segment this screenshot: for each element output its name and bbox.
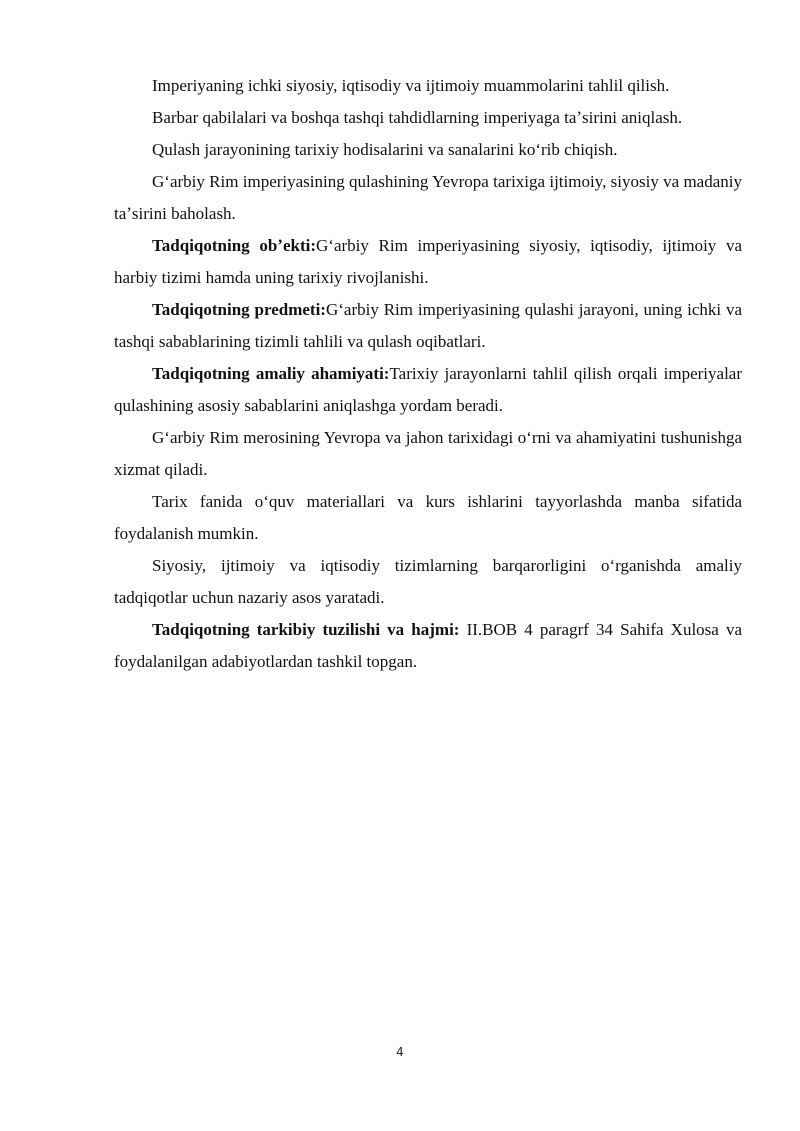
paragraph-goal-2 xyxy=(114,102,742,134)
paragraph-text: Gʻarbiy Rim imperiyasining qulashining Yevropa tarixiga ijtimoiy, siyosiy va madaniy taʼsirini baholash. xyxy=(114,172,742,223)
paragraph-goal-4 xyxy=(114,166,742,230)
paragraph-research-object xyxy=(114,230,742,294)
paragraph-significance-2 xyxy=(114,422,742,486)
paragraph-text: Gʻarbiy Rim imperiyasining siyosiy, iqtisodiy, ijtimoiy va harbiy tizimi hamda uning tarixiy rivojlanishi. xyxy=(114,236,743,287)
paragraph-text: Gʻarbiy Rim imperiyasining qulashi jarayoni, uning ichki va tashqi sabablarining tizimli tahlili va qulash oqibatlari. xyxy=(114,300,743,351)
paragraph-significance-3 xyxy=(114,486,742,550)
paragraph-label: Tadqiqotning amaliy ahamiyati: xyxy=(152,364,390,383)
paragraph-text: Imperiyaning ichki siyosiy, iqtisodiy va ijtimoiy muammolarini tahlil qilish. xyxy=(152,76,670,95)
paragraph-text: Qulash jarayonining tarixiy hodisalarini va sanalarini koʻrib chiqish. xyxy=(152,140,618,159)
paragraph-structure-volume xyxy=(114,614,742,678)
paragraph-text: Siyosiy, ijtimoiy va iqtisodiy tizimlarning barqarorligini oʻrganishda amaliy tadqiqotlar uchun nazariy asos yaratadi. xyxy=(114,556,742,607)
paragraph-research-subject xyxy=(114,294,742,358)
paragraph-text: II.BOB 4 paragrf 34 Sahifa Xulosa va foydalanilgan adabiyotlardan tashkil topgan. xyxy=(114,620,742,671)
paragraph-goal-1 xyxy=(114,70,742,102)
paragraph-goal-3 xyxy=(114,134,742,166)
paragraph-label: Tadqiqotning obʼekti: xyxy=(152,236,316,255)
paragraph-text: Tarix fanida oʻquv materiallari va kurs ishlarini tayyorlashda manba sifatida foydalanish mumkin. xyxy=(114,492,742,543)
paragraph-label: Tadqiqotning tarkibiy tuzilishi va hajmi: xyxy=(152,620,460,639)
paragraph-practical-significance xyxy=(114,358,742,422)
paragraph-text: Gʻarbiy Rim merosining Yevropa va jahon tarixidagi oʻrni va ahamiyatini tushunishga xizmat qiladi. xyxy=(114,428,742,479)
document-page xyxy=(114,70,742,678)
paragraph-text: Barbar qabilalari va boshqa tashqi tahdidlarning imperiyaga taʼsirini aniqlash. xyxy=(152,108,683,127)
page-number: 4 xyxy=(396,1045,404,1059)
paragraph-label: Tadqiqotning predmeti: xyxy=(152,300,326,319)
paragraph-text: Tarixiy jarayonlarni tahlil qilish orqali imperiyalar qulashining asosiy sabablarini aniqlashga yordam beradi. xyxy=(114,364,742,415)
paragraph-significance-4 xyxy=(114,550,742,614)
